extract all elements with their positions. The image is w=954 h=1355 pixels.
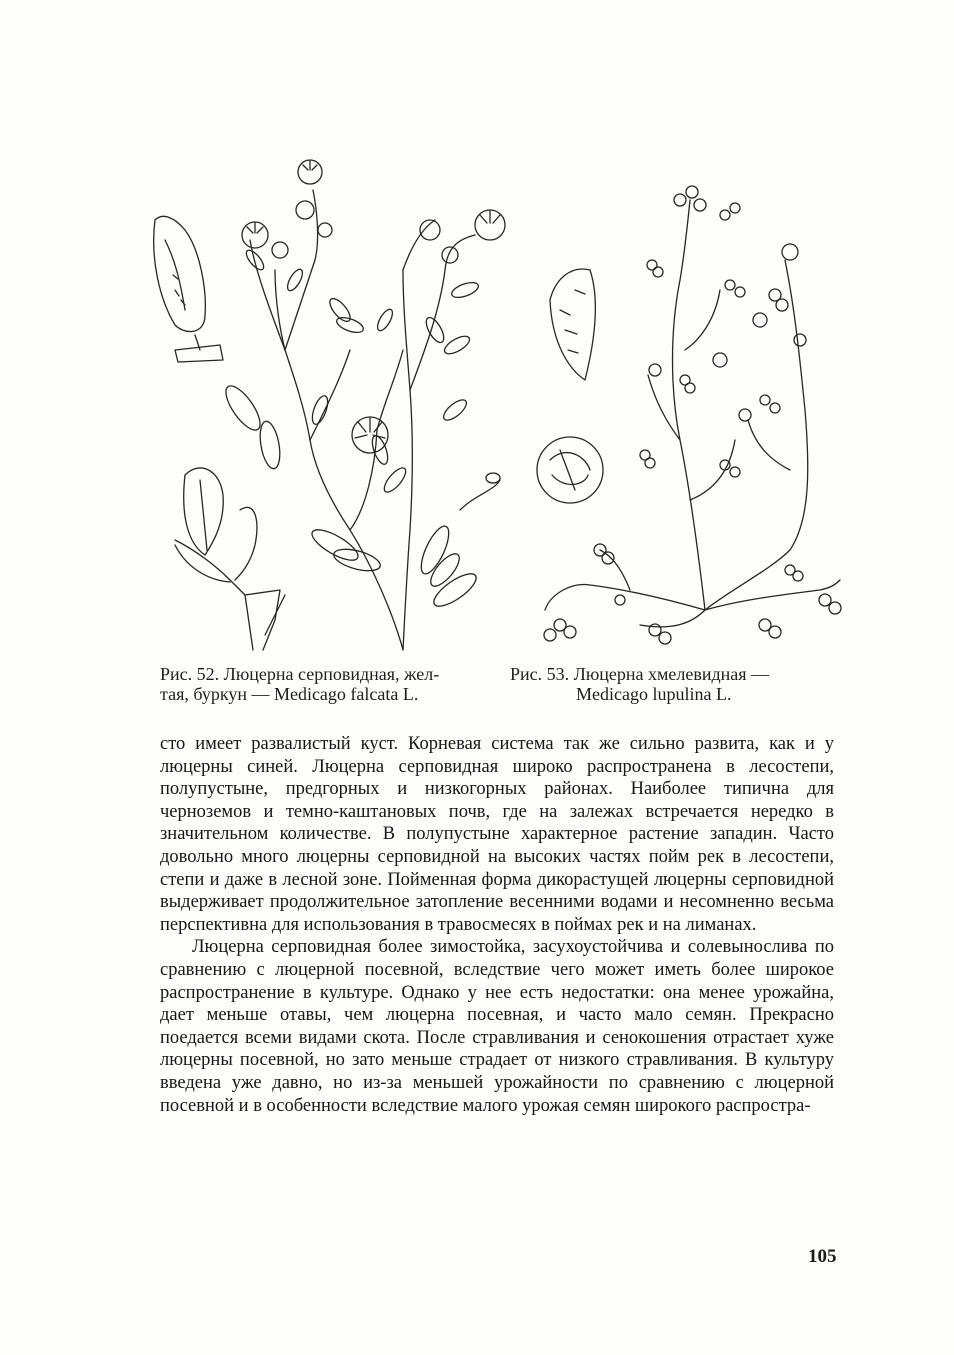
- caption-line: Medicago lupulina L.: [576, 684, 732, 704]
- plant-leaves-drawing: [220, 248, 481, 612]
- body-text: [160, 733, 834, 1117]
- figure-53-caption: [510, 664, 769, 704]
- page-number: 105: [808, 1246, 837, 1267]
- caption-line: Рис. 53. Люцерна хмелевидная —: [510, 664, 770, 684]
- caption-line: Рис. 52. Люцерна серповидная, жел-: [160, 664, 440, 684]
- flower-heads-drawing: [242, 160, 505, 453]
- caption-line: тая, буркун — Medicago falcata L.: [160, 684, 419, 704]
- paragraph: сто имеет развалистый куст. Корневая система так же сильно развита, как и у люцерны синей. Люцерна серповидная широко распространена в лесостепи, полупустыне, предгорных и низкогорных районах. Наиболее типична для черноземов и темно-каштановых почв, где на залежах встречается нередко в значительном количестве. В полупустыне характерное растение западин. Часто довольно много люцерны серповидной на высоких частях пойм рек в лесостепи, степи и даже в лесной зоне. Пойменная форма дикорастущей люцерны серповидной выдерживает продолжительное затопление весенними водами и несомненно весьма перспективна для использования в травосмесях в поймах рек и на лиманах.: [160, 734, 834, 935]
- plant-leaves-drawing: [544, 186, 841, 644]
- paragraph: Люцерна серповидная более зимостойка, засухоустойчива и солевынослива по сравнению с люцерной посевной, вследствие чего может иметь более широкое распространение в культуре. Однако у нее есть недостатки: она менее урожайна, дает меньше отавы, чем люцерна посевная, и часто мало семян. Прекрасно поедается всеми видами скота. После стравливания и сенокошения отрастает хуже люцерны посевной, но зато меньше страдает от низкого стравливания. В культуру введена уже давно, но из-за меньшей урожайности по сравнению с люцерной посевной и в особенности вследствие малого урожая семян широкого распростра-: [160, 937, 834, 1116]
- medicago-lupulina-illustration: [530, 170, 845, 655]
- figure-52-caption: [160, 664, 439, 704]
- pod-detail-drawing: [460, 473, 500, 510]
- plant-stems-drawing: [545, 200, 840, 627]
- flower-detail-drawing: [154, 216, 223, 362]
- seed-detail-drawing: [537, 437, 603, 503]
- leaf-detail-drawing: [175, 468, 285, 650]
- flower-heads-drawing: [649, 244, 806, 421]
- plant-stems-drawing: [250, 190, 475, 650]
- medicago-falcata-illustration: [145, 150, 520, 660]
- pod-detail-drawing: [550, 269, 595, 380]
